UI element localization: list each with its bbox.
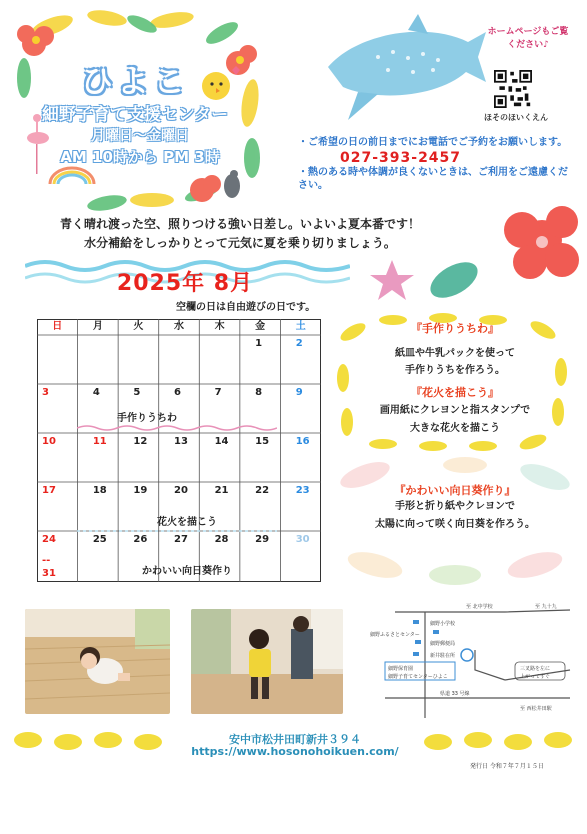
map-label-sign-line1: 三叉路を左に [520,666,551,672]
intro-line2: 水分補給をしっかりとって元気に夏を乗り切りましょう。 [84,236,396,250]
activity-3-line1: 手形と折り紙やクレヨンで [395,501,515,512]
qr-caption: ほそのほいくえん [484,113,548,122]
activity-1-title: 『手作りうちわ』 [411,322,499,335]
footer-website-link[interactable]: https://www.hosonohoikuen.com/ [191,745,399,758]
calendar-day: 17 [42,485,56,496]
map-label-route: 至 九十九 [535,604,557,610]
calendar-day: 20 [174,485,188,496]
map-label-elementary: 細野小学校 [430,621,456,627]
activity-2-line1: 画用紙にクレヨンと指スタンプで [379,405,531,416]
map-label-community-center: 細野ふるさとセンター [370,632,420,638]
calendar-day: 26 [133,534,148,545]
map-label-station: 至 西松井田駅 [520,706,552,712]
phone-number[interactable]: 027-393-2457 [340,150,462,166]
calendar-day: 16 [295,436,310,447]
qr-code[interactable] [494,70,532,108]
calendar-day: 18 [92,485,107,496]
calendar-day: 7 [214,387,222,398]
weekday-header: 土 [295,321,306,332]
issue-date: 発行日 令和７年７月１５日 [470,763,544,770]
calendar-day: 10 [42,436,56,447]
event-uchiwa: 手作りうちわ [117,413,177,424]
map-label-middle-school: 至 北中学校 [466,604,493,610]
homepage-label [478,26,578,52]
map-label-sign-line2: 上がってすぐ [520,674,551,680]
calendar-day: 14 [214,436,229,447]
stars-decoration [77,528,277,534]
calendar-day: 1 [255,338,263,349]
health-notice-line2: さい。 [298,180,328,191]
activity-3-line2: 太陽に向って咲く向日葵を作ろう。 [375,519,535,530]
page-title: ひよこ [80,62,189,100]
free-play-note: 空欄の日は自由遊びの日です。 [176,302,316,313]
day-31: 31 [42,568,56,579]
footer-address: 安中市松井田町新井３９４ [229,733,361,746]
calendar-day: 8 [255,387,263,398]
weekday-header: 金 [255,321,266,332]
calendar-day: 5 [133,387,141,398]
calendar-day: 6 [174,387,181,398]
calendar-day: 12 [133,436,148,447]
calendar-day: 28 [214,534,229,545]
whale-shark-illustration [318,12,488,130]
homepage-label-line1: ホームページもご覧 [487,27,569,37]
calendar-day: 25 [92,534,107,545]
activity-2-title: 『花火を描こう』 [411,386,499,399]
calendar-day: 13 [174,436,188,447]
calendar-day: 2 [295,338,303,349]
opening-days: 月曜日～金曜日 [91,128,189,144]
activity-2-line2: 大きな花火を描こう [410,423,500,434]
weekday-header: 木 [214,321,225,332]
calendar [37,319,321,582]
weekday-header: 水 [173,321,184,332]
calendar-day: 9 [295,387,303,398]
calendar-month-title: 2025年 8月 [116,271,254,296]
intro-line1: 青く晴れ渡った空、照りつける強い日差し。いよいよ夏本番です！ [59,217,420,231]
homepage-label-line2: ください♪ [507,40,549,50]
activity-1-line2: 手作りうちを作ろう。 [405,365,505,376]
health-notice-line1: ・熱のある時や体調が良くないときは、ご利用をご遠慮くだ [298,167,568,178]
event-sunflower: かわいい向日葵作り [142,566,232,577]
calendar-day: 30 [295,534,310,545]
calendar-day: 23 [295,485,310,496]
location-map[interactable] [355,600,577,718]
calendar-day: 19 [133,485,148,496]
calendar-day: 29 [255,534,270,545]
calendar-day: 24 [42,534,56,545]
activity-1-line1: 紙皿や牛乳パックを使って [395,348,515,359]
photo-child-walking [191,609,343,714]
map-label-nursery: 細野保育園 [388,666,414,672]
calendar-day: 11 [92,436,107,447]
center-name: 細野子育て支援センター [41,105,229,125]
weekday-header: 月 [92,321,103,332]
map-label-post-office: 細野郵便局 [430,641,456,647]
calendar-day: 15 [255,436,270,447]
calendar-day: 4 [92,387,100,398]
opening-hours: AM 10時から PM 3時 [60,148,220,166]
ribbon-decoration [77,424,277,432]
weekday-header: 日 [52,321,63,332]
weekday-header: 火 [133,321,144,332]
reservation-notice: ・ご希望の日の前日までにお電話でご予約をお願いします。 [298,137,568,148]
map-label-police-box: 新井駐在所 [430,653,456,659]
calendar-day: 27 [174,534,188,545]
event-fireworks: 花火を描こう [157,517,217,528]
calendar-day: 3 [42,387,49,398]
map-label-support-center: 細野子育てセンターひよこ [388,674,448,680]
hibiscus-starfish-decoration [362,200,584,310]
calendar-day: 21 [214,485,229,496]
photo-baby-crawling [25,609,170,714]
activity-3-title: 『かわいい向日葵作り』 [394,484,516,497]
health-notice [298,166,568,192]
day-dash: -- [42,555,51,566]
calendar-day: 22 [255,485,270,496]
map-label-prefectural-road: 県道 33 号線 [440,691,470,697]
